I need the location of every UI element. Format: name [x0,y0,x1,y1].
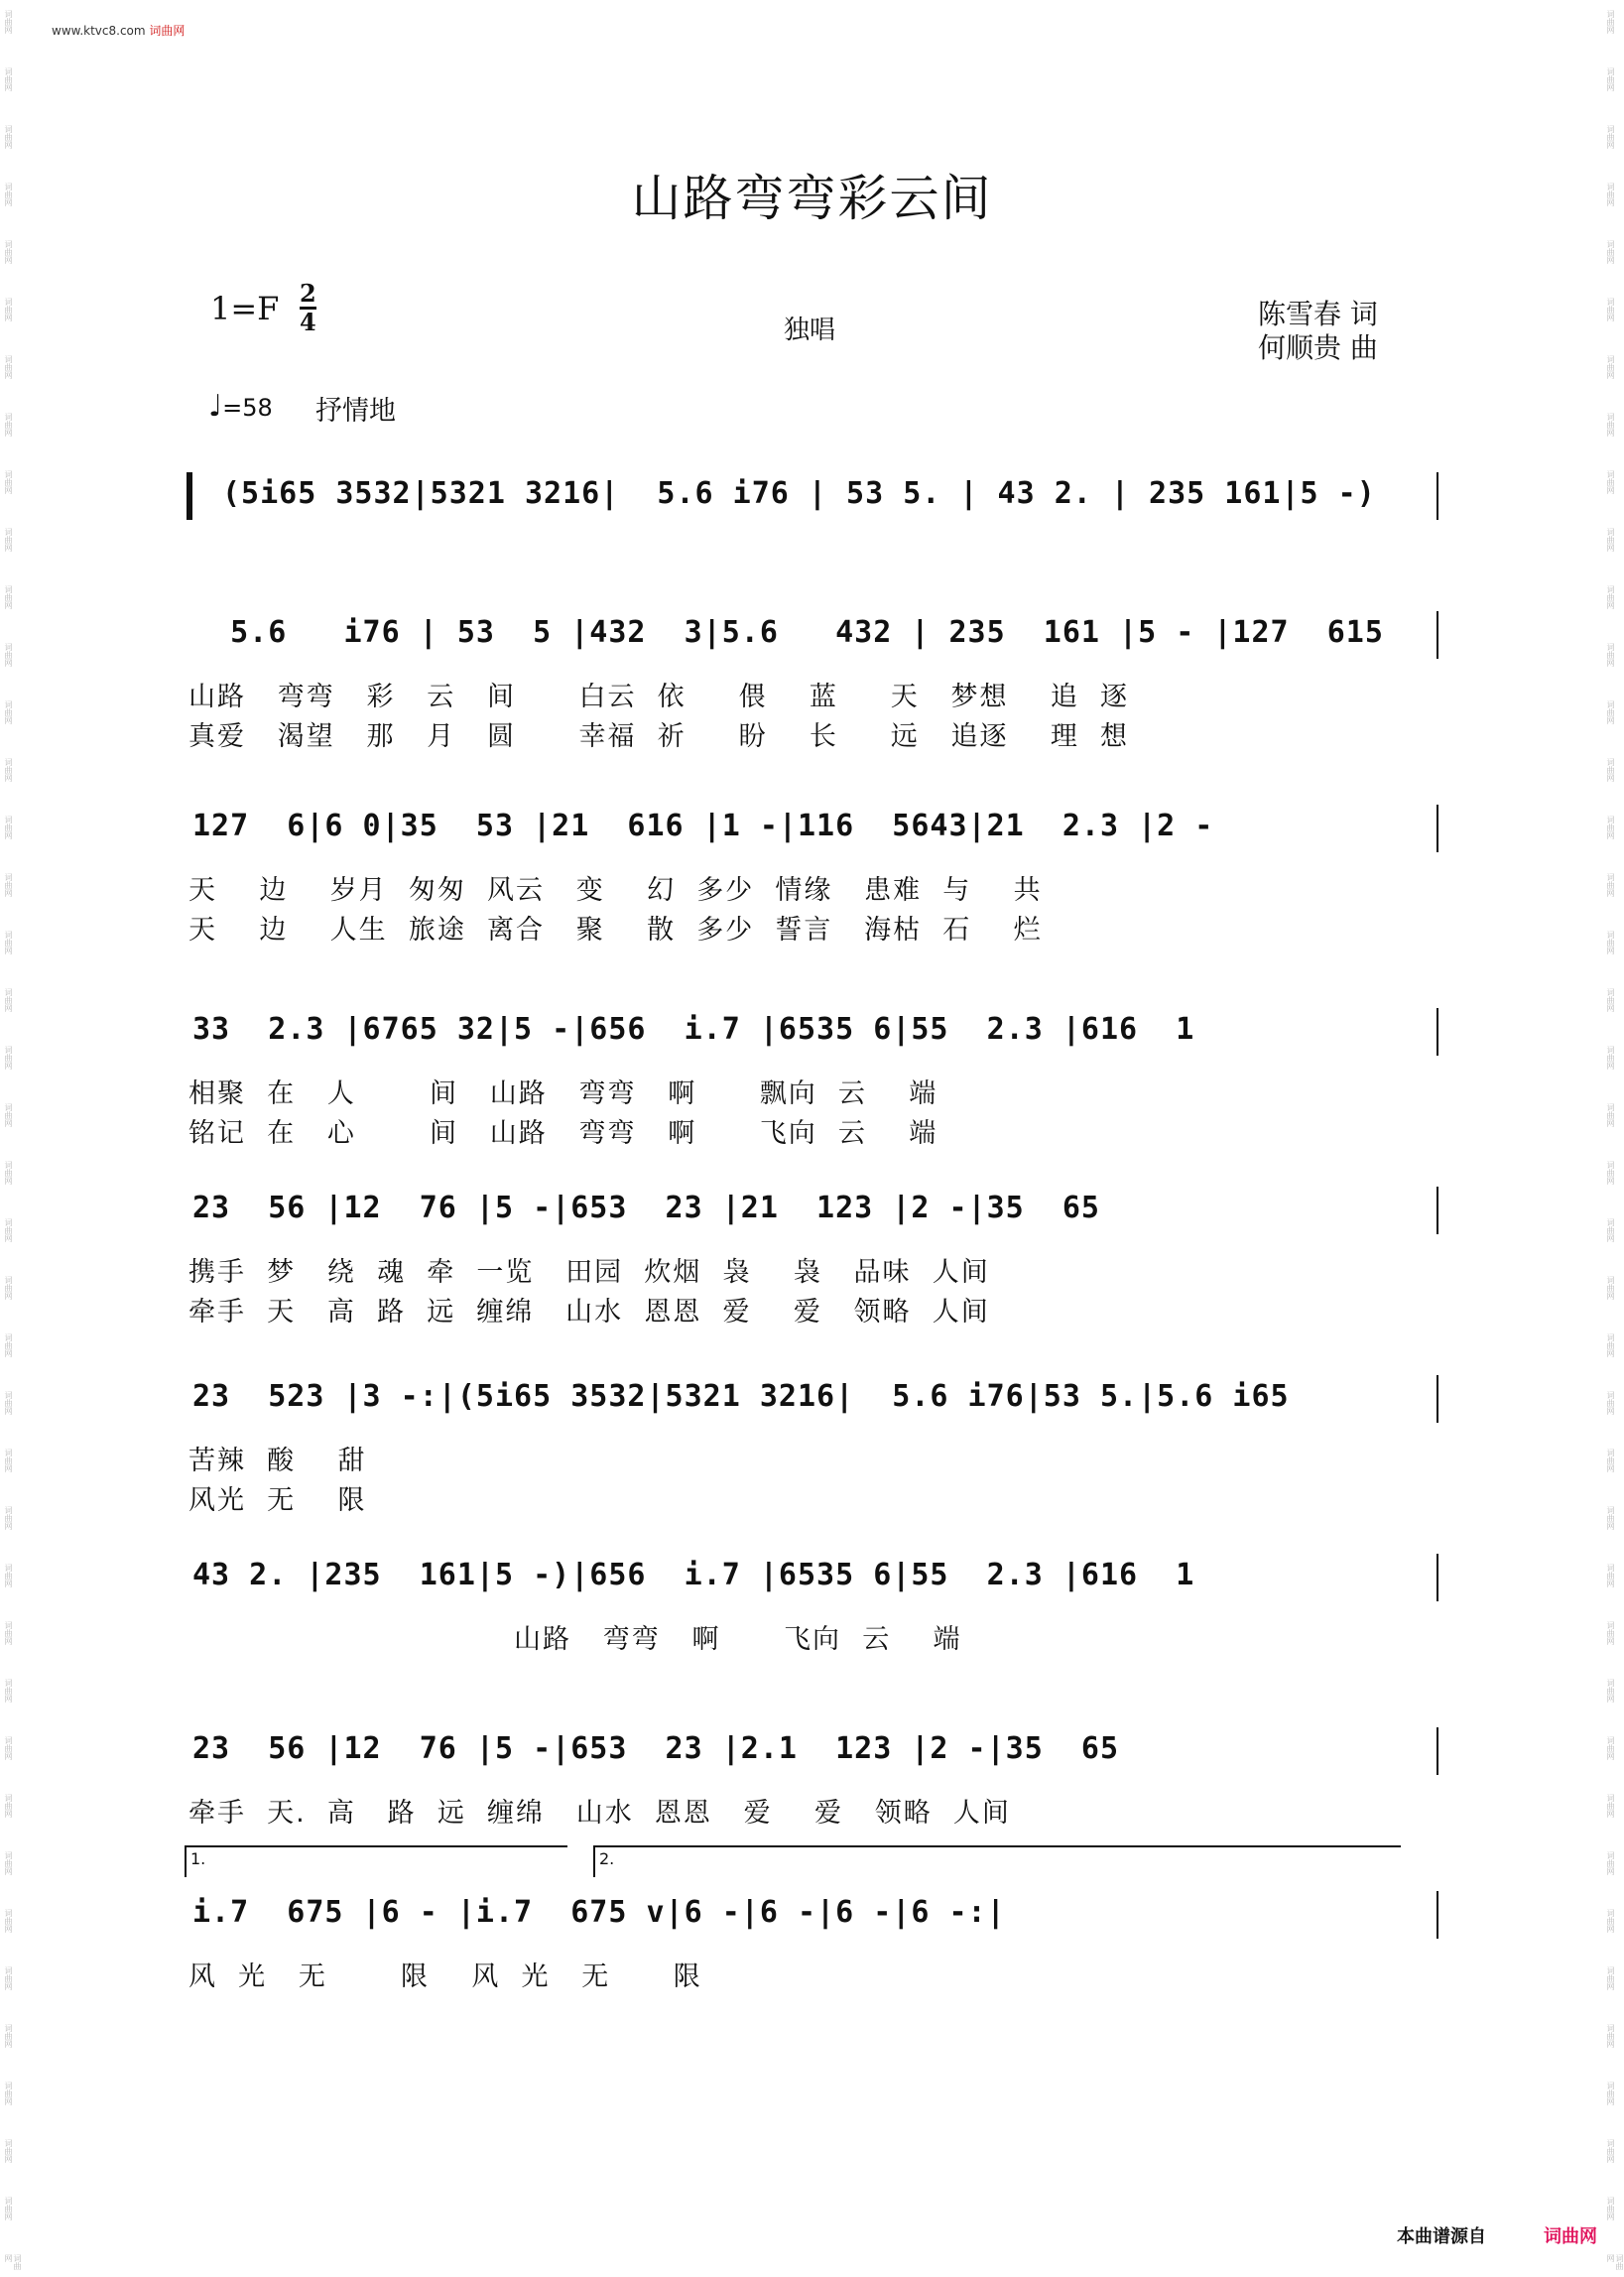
watermark-text: 词曲网 [1606,988,1615,1012]
end-barline [1437,1554,1438,1601]
watermark-text: 词曲网 [4,1506,13,1530]
watermark-text: 词曲网 [4,816,13,839]
watermark-text: 词曲网 [4,643,13,667]
watermark-text: 词曲网 [4,1909,13,1933]
watermark-text: 词曲网 [1606,1679,1615,1703]
staff-notes: 43 2. |235 161|5 -)|656 i.7 |6535 6|55 2.3 |616 1 [192,1558,1195,1592]
watermark-text: 词曲网 [4,2082,13,2105]
lyrics-line: 天 边 岁月 匆匆 风云 变 幻 多少 情缘 患难 与 共 [188,875,1043,906]
watermark-text: 词曲网 [1606,1276,1615,1300]
watermark-text: 词曲网 [4,2139,13,2163]
watermark-text: 词曲网 [1606,1564,1615,1587]
watermark-text: 词曲网 [4,1679,13,1703]
watermark-text: 词曲网 [1606,1506,1615,1530]
lyrics-line: 真爱 渴望 那 月 圆 幸福 祈 盼 长 远 追逐 理 想 [188,721,1130,752]
watermark-text: 词曲网 [4,1103,13,1127]
watermark-text: 词曲网 [1606,1794,1615,1818]
credits [1258,298,1378,365]
staff-row [179,799,1448,858]
watermark-text: 词曲网 [1606,1736,1615,1760]
lyrics-line: 相聚 在 人 间 山路 弯弯 啊 飘向 云 端 [188,1078,938,1109]
watermark-text: 词曲网 [4,2254,22,2270]
watermark-text: 词曲网 [1606,183,1615,206]
right-watermark-strip [1606,0,1624,2277]
quarter-note-icon: ♩ [208,389,223,424]
lyrics-line: 风光 无 限 [188,1485,367,1516]
watermark-text: 词曲网 [1606,643,1615,667]
tempo-marking [208,389,273,424]
song-title: 山路弯弯彩云间 [631,170,993,227]
watermark-text: 词曲网 [4,700,13,724]
watermark-text: 词曲网 [4,1794,13,1818]
composer: 何顺贵 曲 [1258,331,1378,364]
end-barline [1437,611,1438,659]
staff-row [179,1885,1448,1945]
staff-row [179,466,1448,526]
watermark-text: 词曲网 [1606,816,1615,839]
watermark-text: 词曲网 [4,183,13,206]
watermark-text: 词曲网 [1606,125,1615,149]
watermark-text: 词曲网 [4,1046,13,1070]
end-barline [1437,1187,1438,1234]
watermark-text: 词曲网 [1606,931,1615,954]
staff-notes: 127 6|6 0|35 53 |21 616 |1 -|116 5643|21 2.3 |2 - [192,809,1214,843]
watermark-text: 词曲网 [4,758,13,782]
watermark-text: 词曲网 [1606,2024,1615,2048]
watermark-text: 词曲网 [4,1333,13,1357]
lyrics-line: 牵手 天 高 路 远 缠绵 山水 恩恩 爱 爱 领略 人间 [188,1297,990,1328]
lyrics-line: 天 边 人生 旅途 离合 聚 散 多少 誓言 海枯 石 烂 [188,915,1043,946]
watermark-text: 词曲网 [1606,1391,1615,1415]
lyrics-line: 苦辣 酸 甜 [188,1446,367,1476]
watermark-text: 词曲网 [4,585,13,609]
watermark-text: 词曲网 [1606,2254,1624,2270]
watermark-text: 词曲网 [1606,1218,1615,1242]
watermark-text: 词曲网 [4,528,13,552]
left-watermark-strip [4,0,22,2277]
staff-row [179,1548,1448,1607]
watermark-text: 词曲网 [4,2024,13,2048]
staff-notes: 23 56 |12 76 |5 -|653 23 |2.1 123 |2 -|35 65 [192,1731,1120,1766]
watermark-text: 词曲网 [1606,240,1615,264]
end-barline [1437,1727,1438,1775]
watermark-text: 词曲网 [4,1391,13,1415]
lyrics-line: 风 光 无 限 风 光 无 限 [188,1961,702,1992]
end-barline [1437,805,1438,852]
staff-row [179,1181,1448,1240]
staff-row [179,1721,1448,1781]
staff-notes: 23 56 |12 76 |5 -|653 23 |21 123 |2 -|35 65 [192,1191,1100,1225]
performance-type: 独唱 [784,316,836,345]
watermark-text: 词曲网 [1606,873,1615,897]
end-barline [1437,1008,1438,1056]
staff-notes: 5.6 i76 | 53 5 |432 3|5.6 432 | 235 161 |5 - |127 615 [192,615,1384,650]
end-barline [1437,472,1438,520]
watermark-text: 词曲网 [1606,700,1615,724]
watermark-text: 词曲网 [4,1621,13,1645]
watermark-text: 词曲网 [1606,298,1615,321]
volta-second-ending [593,1845,1401,1877]
watermark-text: 词曲网 [1606,1851,1615,1875]
watermark-text: 词曲网 [1606,1333,1615,1357]
footer-source: 本曲谱源自 [1397,2226,1486,2247]
header-site-name: 词曲网 [149,24,186,38]
watermark-text: 词曲网 [1606,1966,1615,1990]
watermark-text: 词曲网 [4,67,13,91]
lyrics-line: 携手 梦 绕 魂 牵 一览 田园 炊烟 袅 袅 品味 人间 [188,1257,990,1288]
staff-notes: i.7 675 |6 - |i.7 675 v|6 -|6 -|6 -|6 -:| [192,1895,1006,1930]
watermark-text: 词曲网 [1606,355,1615,379]
watermark-text: 词曲网 [4,1736,13,1760]
end-barline [1437,1375,1438,1423]
staff-notes: 33 2.3 |6765 32|5 -|656 i.7 |6535 6|55 2.3 |616 1 [192,1012,1195,1047]
watermark-text: 词曲网 [4,1966,13,1990]
watermark-text: 词曲网 [4,2197,13,2220]
staff-row [179,605,1448,665]
watermark-text: 词曲网 [1606,470,1615,494]
watermark-text: 词曲网 [4,1564,13,1587]
watermark-text: 词曲网 [1606,2082,1615,2105]
watermark-text: 词曲网 [4,413,13,437]
watermark-text: 词曲网 [1606,67,1615,91]
footer-site-link[interactable]: 词曲网 [1544,2226,1597,2247]
staff-row [179,1002,1448,1062]
watermark-text: 词曲网 [1606,1621,1615,1645]
lyrics-line: 牵手 天. 高 路 远 缠绵 山水 恩恩 爱 爱 领略 人间 [188,1798,1011,1829]
watermark-text: 词曲网 [4,931,13,954]
staff-notes: (5i65 3532|5321 3216| 5.6 i76 | 53 5. | 43 2. | 235 161|5 -) [222,476,1376,511]
watermark-text: 词曲网 [4,873,13,897]
watermark-text: 词曲网 [1606,1909,1615,1933]
lyrics-line: 铭记 在 心 间 山路 弯弯 啊 飞向 云 端 [188,1118,938,1149]
watermark-text: 词曲网 [4,125,13,149]
watermark-text: 词曲网 [4,988,13,1012]
watermark-text: 词曲网 [4,1276,13,1300]
volta-first-ending [185,1845,567,1877]
watermark-text: 词曲网 [4,1851,13,1875]
repeat-start-barline [187,472,192,520]
watermark-text: 词曲网 [1606,2139,1615,2163]
time-signature [300,279,316,336]
watermark-text: 词曲网 [4,470,13,494]
watermark-text: 词曲网 [4,1218,13,1242]
watermark-text: 词曲网 [1606,758,1615,782]
watermark-text: 词曲网 [1606,1103,1615,1127]
lyrics-line: 山路 弯弯 啊 飞向 云 端 [188,1624,962,1655]
volta-second-label: 2. [599,1849,615,1868]
watermark-text: 词曲网 [1606,585,1615,609]
header-url-text: www.ktvc8.com [52,24,146,38]
end-barline [1437,1891,1438,1939]
key-signature: 1=F [210,290,280,327]
staff-row [179,1369,1448,1429]
lyricist: 陈雪春 词 [1258,298,1378,330]
watermark-text: 词曲网 [4,298,13,321]
watermark-text: 词曲网 [4,1161,13,1185]
time-signature-bottom: 4 [300,308,316,336]
watermark-text: 词曲网 [1606,1449,1615,1472]
tempo-value: =58 [222,394,273,422]
watermark-text: 词曲网 [4,240,13,264]
watermark-text: 词曲网 [4,10,13,34]
watermark-text: 词曲网 [4,355,13,379]
lyrics-line: 山路 弯弯 彩 云 间 白云 依 偎 蓝 天 梦想 追 逐 [188,682,1130,712]
expression-marking: 抒情地 [315,396,396,427]
watermark-text: 词曲网 [1606,1161,1615,1185]
volta-first-label: 1. [190,1849,206,1868]
watermark-text: 词曲网 [1606,1046,1615,1070]
watermark-text: 词曲网 [1606,10,1615,34]
watermark-text: 词曲网 [1606,2197,1615,2220]
watermark-text: 词曲网 [4,1449,13,1472]
time-signature-top: 2 [300,279,316,308]
watermark-text: 词曲网 [1606,413,1615,437]
header-url[interactable] [52,22,185,39]
staff-notes: 23 523 |3 -:|(5i65 3532|5321 3216| 5.6 i76|53 5.|5.6 i65 [192,1379,1290,1414]
watermark-text: 词曲网 [1606,528,1615,552]
